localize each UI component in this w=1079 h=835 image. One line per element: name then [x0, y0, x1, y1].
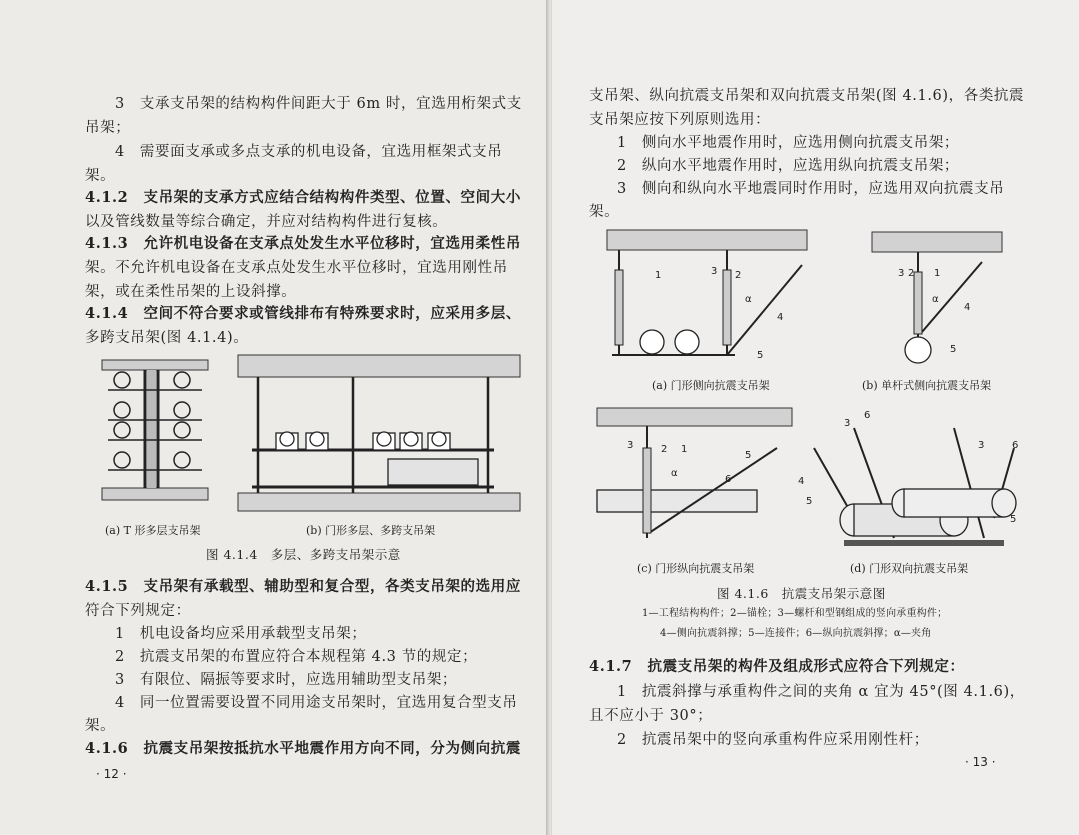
svg-text:3: 3 — [844, 418, 851, 429]
paragraph: 2 抗震支吊架的布置应符合本规程第 4.3 节的规定； — [115, 649, 478, 665]
svg-text:3: 3 — [627, 440, 634, 451]
paragraph: 架。不允许机电设备在支承点处发生水平位移时，宜选用刚性吊 — [85, 260, 508, 276]
figure-4-1-6d — [784, 408, 1029, 558]
svg-text:α: α — [671, 468, 678, 479]
figure-title: 图 4.1.6 抗震支吊架示意图 — [717, 586, 886, 601]
svg-text:3: 3 — [898, 268, 905, 279]
page-number: · 12 · — [96, 767, 127, 781]
figure-title: 图 4.1.4 多层、多跨支吊架示意 — [206, 547, 401, 562]
clause-4-1-2: 4.1.2 支吊架的支承方式应结合结构构件类型、位置、空间大小 — [85, 189, 521, 206]
right-page — [552, 0, 1079, 835]
paragraph: 符合下列规定： — [85, 603, 191, 619]
svg-text:6: 6 — [864, 410, 871, 421]
figure-legend: 1—工程结构构件；2—锚栓；3—螺杆和型钢组成的竖向承重构件； — [642, 608, 948, 619]
paragraph: 以及管线数量等综合确定，并应对结构构件进行复核。 — [85, 214, 448, 230]
figure-4-1-4b — [238, 355, 520, 515]
svg-text:2: 2 — [661, 444, 668, 455]
svg-text:α: α — [932, 294, 939, 305]
paragraph: 3 有限位、隔振等要求时，应选用辅助型支吊架； — [115, 672, 458, 688]
svg-text:α: α — [745, 294, 752, 305]
clause-4-1-7: 4.1.7 抗震支吊架的构件及组成形式应符合下列规定： — [589, 658, 965, 675]
page-number: · 13 · — [965, 755, 996, 769]
clause-4-1-3: 4.1.3 允许机电设备在支承点处发生水平位移时，宜选用柔性吊 — [85, 235, 521, 252]
paragraph: 架。 — [589, 204, 620, 220]
paragraph: 支吊架应按下列原则选用： — [589, 112, 771, 128]
svg-text:5: 5 — [757, 350, 764, 361]
svg-text:6: 6 — [1012, 440, 1019, 451]
paragraph: 支吊架、纵向抗震支吊架和双向抗震支吊架(图 4.1.6)，各类抗震 — [589, 88, 1025, 104]
paragraph: 且不应小于 30°； — [589, 708, 713, 724]
svg-text:5: 5 — [806, 496, 813, 507]
svg-text:4: 4 — [964, 302, 971, 313]
svg-text:3: 3 — [978, 440, 985, 451]
paragraph: 3 支承支吊架的结构构件间距大于 6m 时，宜选用桁架式支 — [115, 96, 522, 112]
figure-4-1-6a — [607, 230, 807, 370]
paragraph: 4 需要面支承或多点支承的机电设备，宜选用框架式支吊 — [115, 144, 503, 160]
paragraph: 1 抗震斜撑与承重构件之间的夹角 α 宜为 45°(图 4.1.6)， — [617, 684, 1025, 700]
clause-4-1-4: 4.1.4 空间不符合要求或管线排布有特殊要求时，应采用多层、 — [85, 305, 521, 322]
figure-4-1-6b — [872, 232, 1012, 367]
figure-4-1-6c — [597, 408, 792, 556]
paragraph: 2 纵向水平地震作用时，应选用纵向抗震支吊架； — [617, 158, 960, 174]
figure-legend: 4—侧向抗震斜撑；5—连接件；6—纵向抗震斜撑；α—夹角 — [660, 628, 932, 639]
figure-caption: (c) 门形纵向抗震支吊架 — [637, 562, 755, 575]
svg-text:6: 6 — [725, 474, 732, 485]
svg-text:3: 3 — [711, 266, 718, 277]
paragraph: 2 抗震吊架中的竖向承重构件应采用刚性杆； — [617, 732, 929, 748]
paragraph: 架，或在柔性吊架的上设斜撑。 — [85, 284, 297, 300]
svg-text:5: 5 — [950, 344, 957, 355]
paragraph: 多跨支吊架(图 4.1.4)。 — [85, 330, 249, 346]
svg-text:2: 2 — [735, 270, 742, 281]
svg-text:1: 1 — [655, 270, 662, 281]
svg-text:2: 2 — [908, 268, 915, 279]
svg-text:5: 5 — [745, 450, 752, 461]
figure-caption: (d) 门形双向抗震支吊架 — [850, 562, 969, 575]
figure-4-1-4a — [100, 360, 210, 510]
svg-text:4: 4 — [777, 312, 784, 323]
paragraph: 架。 — [85, 168, 116, 184]
clause-4-1-6: 4.1.6 抗震支吊架按抵抗水平地震作用方向不同，分为侧向抗震 — [85, 740, 521, 757]
paragraph: 吊架； — [85, 120, 131, 136]
figure-caption: (a) T 形多层支吊架 — [105, 524, 201, 537]
svg-text:5: 5 — [1010, 514, 1017, 525]
figure-caption: (b) 单杆式侧向抗震支吊架 — [862, 379, 992, 392]
svg-text:1: 1 — [934, 268, 941, 279]
clause-4-1-5: 4.1.5 支吊架有承载型、辅助型和复合型，各类支吊架的选用应 — [85, 578, 521, 595]
paragraph: 4 同一位置需要设置不同用途支吊架时，宜选用复合型支吊 — [115, 695, 518, 711]
svg-text:4: 4 — [798, 476, 805, 487]
paragraph: 架。 — [85, 718, 116, 734]
paragraph: 3 侧向和纵向水平地震同时作用时，应选用双向抗震支吊 — [617, 181, 1005, 197]
figure-caption: (a) 门形侧向抗震支吊架 — [652, 379, 770, 392]
figure-caption: (b) 门形多层、多跨支吊架 — [306, 524, 436, 537]
paragraph: 1 机电设备均应采用承载型支吊架； — [115, 626, 367, 642]
paragraph: 1 侧向水平地震作用时，应选用侧向抗震支吊架； — [617, 135, 960, 151]
svg-text:1: 1 — [681, 444, 688, 455]
